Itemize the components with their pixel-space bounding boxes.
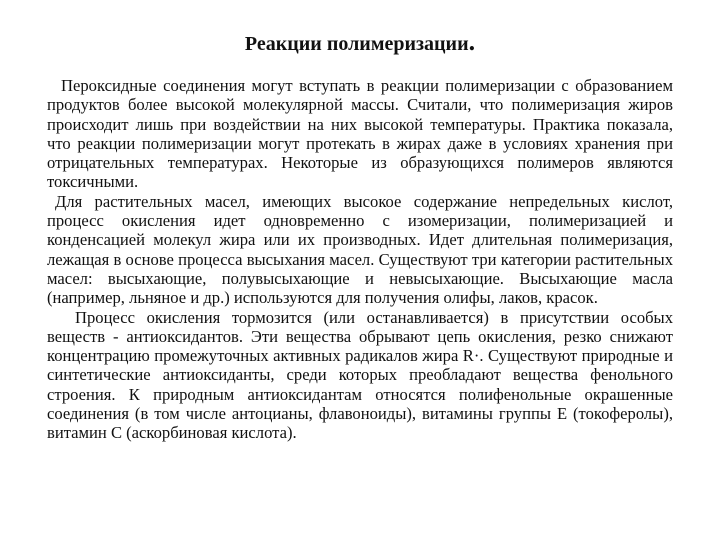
title-text: Реакции полимеризации <box>244 33 469 55</box>
paragraph-vegetable-oils: Для растительных масел, имеющих высокое содержание непредельных кислот, процесс окисления идет одновременно с изомеризации, полимеризацией и конденсацией молекул жира или их производных. Идет длительная полимеризация, лежащая в основе процесса высыхания масел. Существуют три категории растительных масел: высыхающие, полувысыхающие и невысыхающие. Высыхающие масла (например, льняное и др.) используются для получения олифы, лаков, красок. <box>47 191 673 308</box>
paragraph-peroxide-polymerization: Пероксидные соединения могут вступать в реакции полимеризации с образованием продуктов более высокой молекулярной массы. Считали, что полимеризация жиров происходит лишь при воздействии на них высокой температуры. Практика показала, что реакции полимеризации могут протекать в жирах даже в условиях хранения при отрицательных температурах. Некоторые из образующихся полимеров являются токсичными. <box>47 76 673 192</box>
paragraph-antioxidants: Процесс окисления тормозится (или останавливается) в присутствии особых веществ - антиоксидантов. Эти вещества обрывают цепь окисления, резко снижают концентрацию промежуточных активных радикалов жира R·. Существуют природные и синтетические антиоксиданты, среди которых преобладают вещества фенольного строения. К природным антиоксидантам относятся полифенольные окрашенные соединения (в том числе антоцианы, флавоноиды), витамины группы Е (токоферолы), витамин С (аскорбиновая кислота). <box>47 307 673 443</box>
page-title <box>0 28 720 58</box>
body-text <box>47 76 673 443</box>
title-period: . <box>468 27 476 56</box>
